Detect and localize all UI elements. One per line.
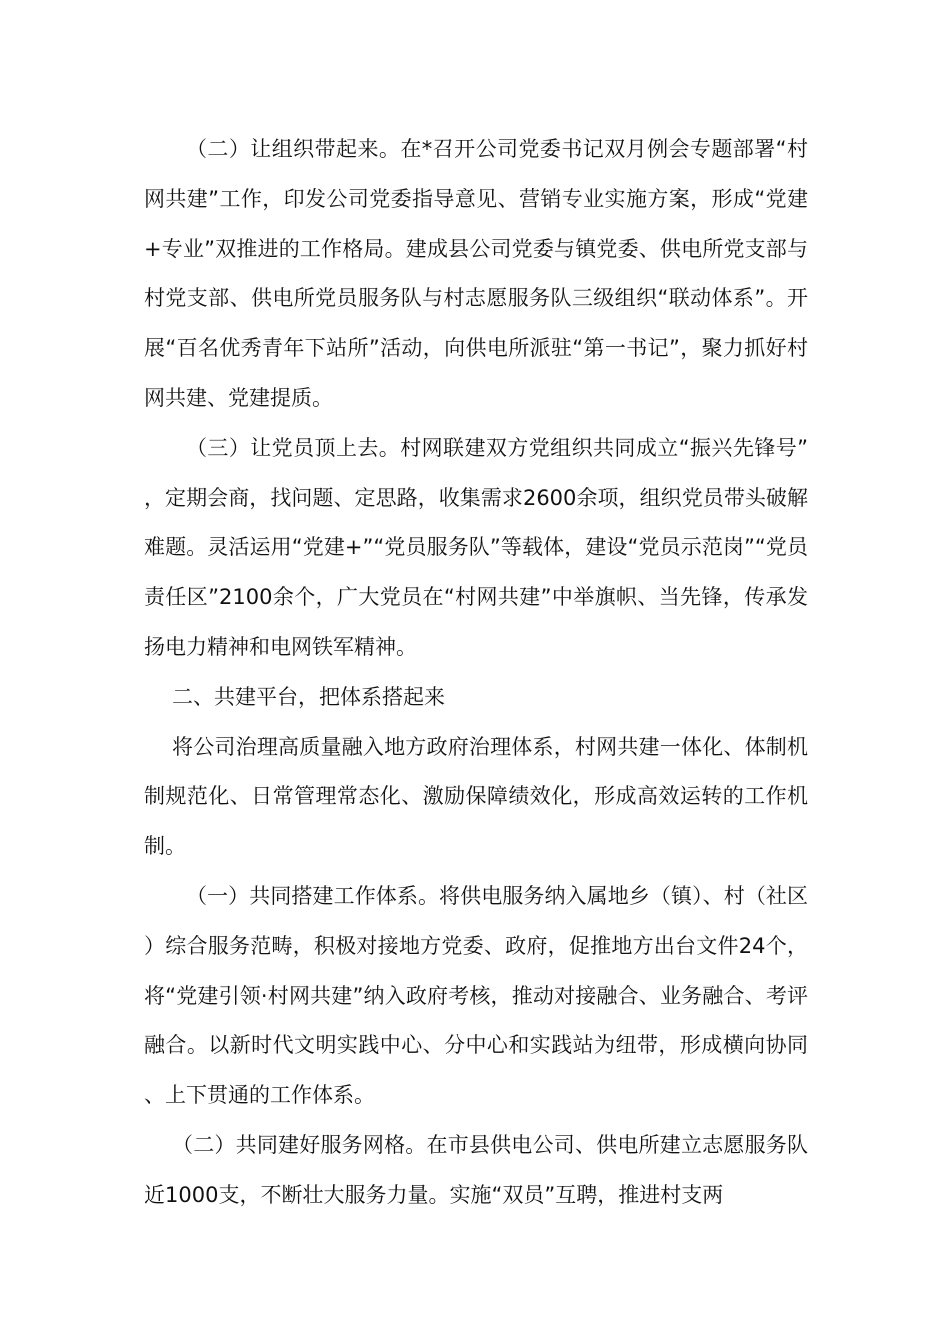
section-heading-platform: 二、共建平台，把体系搭起来 bbox=[172, 684, 445, 709]
paragraph-service-grid: （二）共同建好服务网格。在市县供电公司、供电所建立志愿服务队近1000支，不断壮大服务力量。实施“双员”互聘，推进村支两 bbox=[144, 1132, 808, 1207]
paragraph-governance: 将公司治理高质量融入地方政府治理体系，村网共建一体化、体制机制规范化、日常管理常态化、激励保障绩效化，形成高效运转的工作机制。 bbox=[144, 734, 808, 859]
document-body bbox=[144, 125, 808, 1221]
paragraph-work-system: （一）共同搭建工作体系。将供电服务纳入属地乡（镇）、村（社区）综合服务范畴，积极对接地方党委、政府，促推地方出台文件24个，将“党建引领·村网共建”纳入政府考核，推动对接融合、业务融合、考评融合。以新时代文明实践中心、分中心和实践站为纽带，形成横向协同、上下贯通的工作体系。 bbox=[144, 883, 808, 1108]
paragraph-party-members: （三）让党员顶上去。村网联建双方党组织共同成立“振兴先锋号”，定期会商，找问题、定思路，收集需求2600余项，组织党员带头破解难题。灵活运用“党建+”“党员服务队”等载体，建设“党员示范岗”“党员责任区”2100余个，广大党员在“村网共建”中举旗帜、当先锋，传承发扬电力精神和电网铁军精神。 bbox=[144, 435, 808, 659]
paragraph-organization: （二）让组织带起来。在*召开公司党委书记双月例会专题部署“村网共建”工作，印发公司党委指导意见、营销专业实施方案，形成“党建+专业”双推进的工作格局。建成县公司党委与镇党委、供电所党支部与村党支部、供电所党员服务队与村志愿服务队三级组织“联动体系”。开展“百名优秀青年下站所”活动，向供电所派驻“第一书记”，聚力抓好村网共建、党建提质。 bbox=[144, 137, 808, 410]
